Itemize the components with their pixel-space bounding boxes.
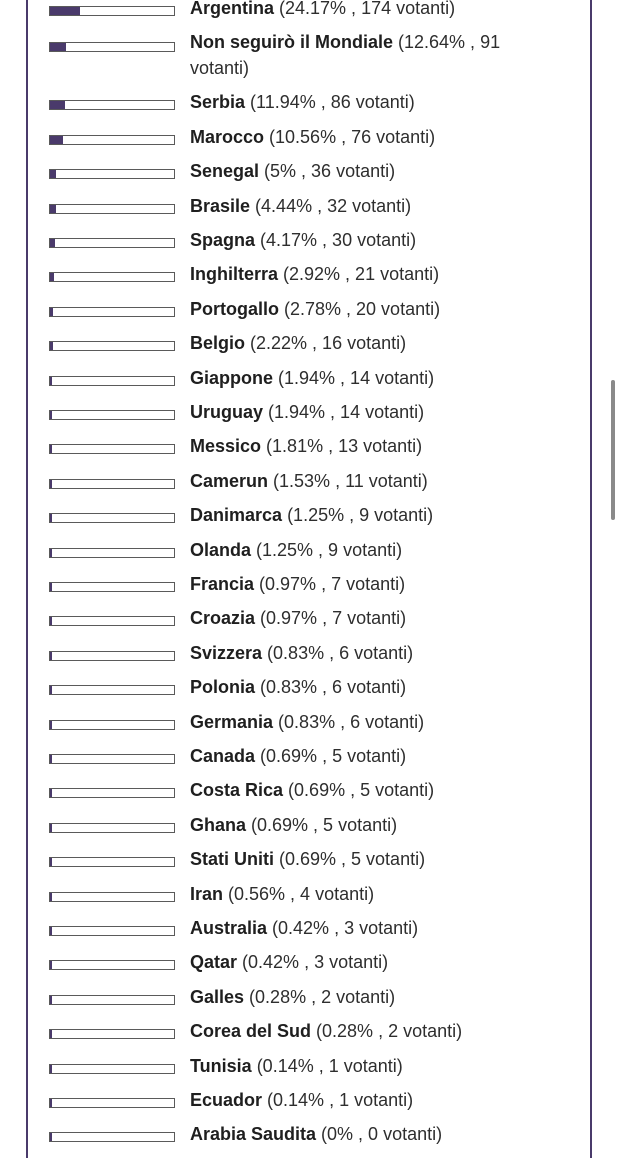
vote-bar-fill: [50, 858, 52, 866]
vote-bar: [49, 341, 175, 351]
country-name: Polonia: [190, 677, 256, 698]
vote-bar: [49, 754, 175, 764]
vote-bar: [49, 960, 175, 970]
vote-bar-fill: [50, 101, 65, 109]
country-name: Arabia Saudita: [190, 1124, 317, 1145]
vote-bar-fill: [50, 377, 52, 385]
vote-bar: [49, 204, 175, 214]
country-name: Giappone: [190, 367, 274, 388]
vote-stats: (0.97% , 7 votanti): [255, 608, 407, 629]
vote-bar-fill: [50, 893, 52, 901]
vote-bar: [49, 857, 175, 867]
vote-label: [190, 124, 520, 150]
vote-bar-fill: [50, 136, 63, 144]
country-name: Uruguay: [190, 402, 264, 422]
vote-bar-fill: [50, 583, 52, 591]
country-name: Senegal: [190, 161, 260, 182]
vote-label: [190, 0, 520, 21]
vote-label: [190, 193, 520, 219]
vote-bar-fill: [50, 755, 52, 763]
country-name: Costa Rica: [190, 780, 284, 801]
country-name: Canada: [190, 746, 256, 766]
vote-bar-fill: [50, 927, 52, 935]
vote-label: [190, 709, 520, 735]
vote-bar-fill: [50, 43, 66, 51]
vote-stats: (0.69% , 5 votanti): [283, 780, 435, 801]
vote-bar: [49, 582, 175, 592]
vote-stats: (0.69% , 5 votanti): [274, 849, 426, 870]
vote-bar: [49, 376, 175, 386]
vote-label: [190, 433, 520, 459]
vote-stats: (24.17% , 174 votanti): [274, 0, 456, 18]
country-name: Iran: [190, 883, 224, 904]
country-name: Germania: [190, 711, 274, 732]
vote-stats: (1.53% , 11 votanti): [268, 470, 428, 491]
vote-label: [190, 571, 520, 597]
vote-bar-fill: [50, 273, 54, 281]
vote-label: [190, 158, 520, 184]
vote-bar-fill: [50, 721, 52, 729]
vote-label: [190, 949, 520, 975]
vote-stats: (0.42% , 3 votanti): [267, 918, 419, 938]
vote-bar-fill: [50, 1133, 52, 1141]
country-name: Australia: [190, 918, 268, 938]
vote-bar-fill: [50, 652, 52, 660]
vote-bar-fill: [50, 308, 53, 316]
vote-stats: (2.92% , 21 votanti): [278, 264, 440, 285]
vote-bar: [49, 1132, 175, 1142]
vote-bar-fill: [50, 1030, 52, 1038]
vote-bar-fill: [50, 514, 52, 522]
poll-results-panel: [26, 0, 592, 1158]
country-name: Stati Uniti: [190, 849, 274, 870]
vote-bar: [49, 548, 175, 558]
country-name: Non seguirò il Mondiale: [190, 32, 394, 53]
vote-bar: [49, 169, 175, 179]
vote-label: [190, 1087, 520, 1113]
vote-label: [190, 846, 520, 872]
vote-bar: [49, 307, 175, 317]
vote-bar: [49, 272, 175, 282]
country-name: Galles: [190, 986, 245, 1007]
vote-stats: (0.14% , 1 votanti): [251, 1055, 403, 1076]
vote-label: [190, 89, 520, 115]
vote-label: [190, 915, 520, 941]
vote-label: [190, 227, 520, 253]
vote-stats: (1.25% , 9 votanti): [251, 539, 403, 560]
vote-label: [190, 812, 520, 838]
vote-bar: [49, 513, 175, 523]
vote-stats: (0.69% , 5 votanti): [246, 814, 398, 835]
vote-label: [190, 984, 520, 1010]
vote-bar: [49, 616, 175, 626]
vote-bar: [49, 1098, 175, 1108]
country-name: Olanda: [190, 539, 252, 560]
vote-stats: (10.56% , 76 votanti): [264, 126, 436, 147]
country-name: Belgio: [190, 333, 246, 354]
vote-stats: (0.42% , 3 votanti): [237, 952, 389, 973]
vote-bar: [49, 135, 175, 145]
vote-stats: (11.94% , 86 votanti): [245, 92, 415, 113]
country-name: Camerun: [190, 470, 269, 491]
country-name: Corea del Sud: [190, 1021, 312, 1042]
vote-label: [190, 399, 520, 425]
vote-stats: (0.69% , 5 votanti): [255, 746, 407, 766]
vote-bar: [49, 479, 175, 489]
vote-label: [190, 1121, 520, 1147]
vote-bar: [49, 42, 175, 52]
vote-stats: (5% , 36 votanti): [259, 161, 396, 182]
vote-label: [190, 605, 520, 631]
vote-bar-fill: [50, 170, 56, 178]
vote-label: [190, 261, 520, 287]
vote-label: [190, 674, 520, 700]
vote-bar: [49, 100, 175, 110]
vote-label: [190, 1053, 520, 1079]
vote-stats: (1.94% , 14 votanti): [263, 402, 425, 422]
country-name: Danimarca: [190, 505, 283, 526]
vote-stats: (1.94% , 14 votanti): [273, 367, 435, 388]
vote-bar: [49, 926, 175, 936]
vote-label: [190, 296, 520, 322]
vote-bar: [49, 444, 175, 454]
vote-bar: [49, 651, 175, 661]
vote-stats: (0% , 0 votanti): [316, 1124, 443, 1145]
vote-label: [190, 468, 520, 494]
country-name: Croazia: [190, 608, 256, 629]
vote-bar-fill: [50, 205, 56, 213]
vote-bar: [49, 410, 175, 420]
country-name: Francia: [190, 574, 255, 594]
country-name: Ecuador: [190, 1090, 263, 1110]
vote-stats: (0.83% , 6 votanti): [273, 711, 425, 732]
vote-stats: (0.56% , 4 votanti): [223, 883, 375, 904]
vote-label: [190, 1018, 520, 1044]
vote-bar-fill: [50, 824, 52, 832]
country-name: Tunisia: [190, 1055, 252, 1076]
country-name: Brasile: [190, 195, 251, 216]
vote-bar-fill: [50, 342, 53, 350]
vote-bar: [49, 238, 175, 248]
vote-stats: (0.14% , 1 votanti): [262, 1090, 414, 1110]
vote-stats: (1.81% , 13 votanti): [261, 436, 423, 457]
vote-bar: [49, 1029, 175, 1039]
vote-stats: (1.25% , 9 votanti): [282, 505, 434, 526]
vote-bar-fill: [50, 996, 52, 1004]
country-name: Argentina: [190, 0, 275, 18]
country-name: Serbia: [190, 92, 246, 113]
country-name: Svizzera: [190, 642, 263, 663]
vote-stats: (0.83% , 6 votanti): [255, 677, 407, 698]
vote-stats: (12.64% , 91 votanti): [190, 32, 501, 79]
vote-bar-fill: [50, 789, 52, 797]
vote-stats: (0.97% , 7 votanti): [254, 574, 406, 594]
country-name: Qatar: [190, 952, 238, 973]
vote-bar-fill: [50, 1065, 52, 1073]
vote-bar-fill: [50, 480, 52, 488]
vote-bar: [49, 995, 175, 1005]
vote-bar: [49, 685, 175, 695]
vote-bar-fill: [50, 961, 52, 969]
country-name: Ghana: [190, 814, 247, 835]
vote-bar-fill: [50, 239, 55, 247]
country-name: Marocco: [190, 126, 265, 147]
country-name: Messico: [190, 436, 262, 457]
vote-label: [190, 502, 520, 528]
vote-stats: (4.44% , 32 votanti): [250, 195, 412, 216]
vote-bar: [49, 6, 175, 16]
vote-bar: [49, 823, 175, 833]
vote-label: [190, 743, 520, 769]
vote-stats: (4.17% , 30 votanti): [255, 230, 417, 250]
country-name: Portogallo: [190, 298, 279, 319]
vote-bar: [49, 1064, 175, 1074]
vote-label: [190, 29, 520, 81]
vote-bar-fill: [50, 445, 52, 453]
country-name: Spagna: [190, 230, 256, 250]
vote-bar-fill: [50, 7, 80, 15]
vote-stats: (0.83% , 6 votanti): [262, 642, 414, 663]
vote-label: [190, 777, 520, 803]
country-name: Inghilterra: [190, 264, 279, 285]
vote-stats: (0.28% , 2 votanti): [244, 986, 396, 1007]
vote-label: [190, 640, 520, 666]
vote-bar-fill: [50, 549, 52, 557]
vote-bar-fill: [50, 1099, 52, 1107]
vote-label: [190, 881, 520, 907]
vote-bar: [49, 720, 175, 730]
vote-bar-fill: [50, 617, 52, 625]
vote-label: [190, 365, 520, 391]
vote-stats: (0.28% , 2 votanti): [311, 1021, 463, 1042]
vote-stats: (2.78% , 20 votanti): [279, 298, 441, 319]
vote-bar: [49, 788, 175, 798]
scrollbar[interactable]: [611, 380, 615, 520]
vote-bar: [49, 892, 175, 902]
vote-label: [190, 330, 520, 356]
vote-stats: (2.22% , 16 votanti): [245, 333, 407, 354]
vote-label: [190, 537, 520, 563]
vote-bar-fill: [50, 686, 52, 694]
vote-bar-fill: [50, 411, 52, 419]
